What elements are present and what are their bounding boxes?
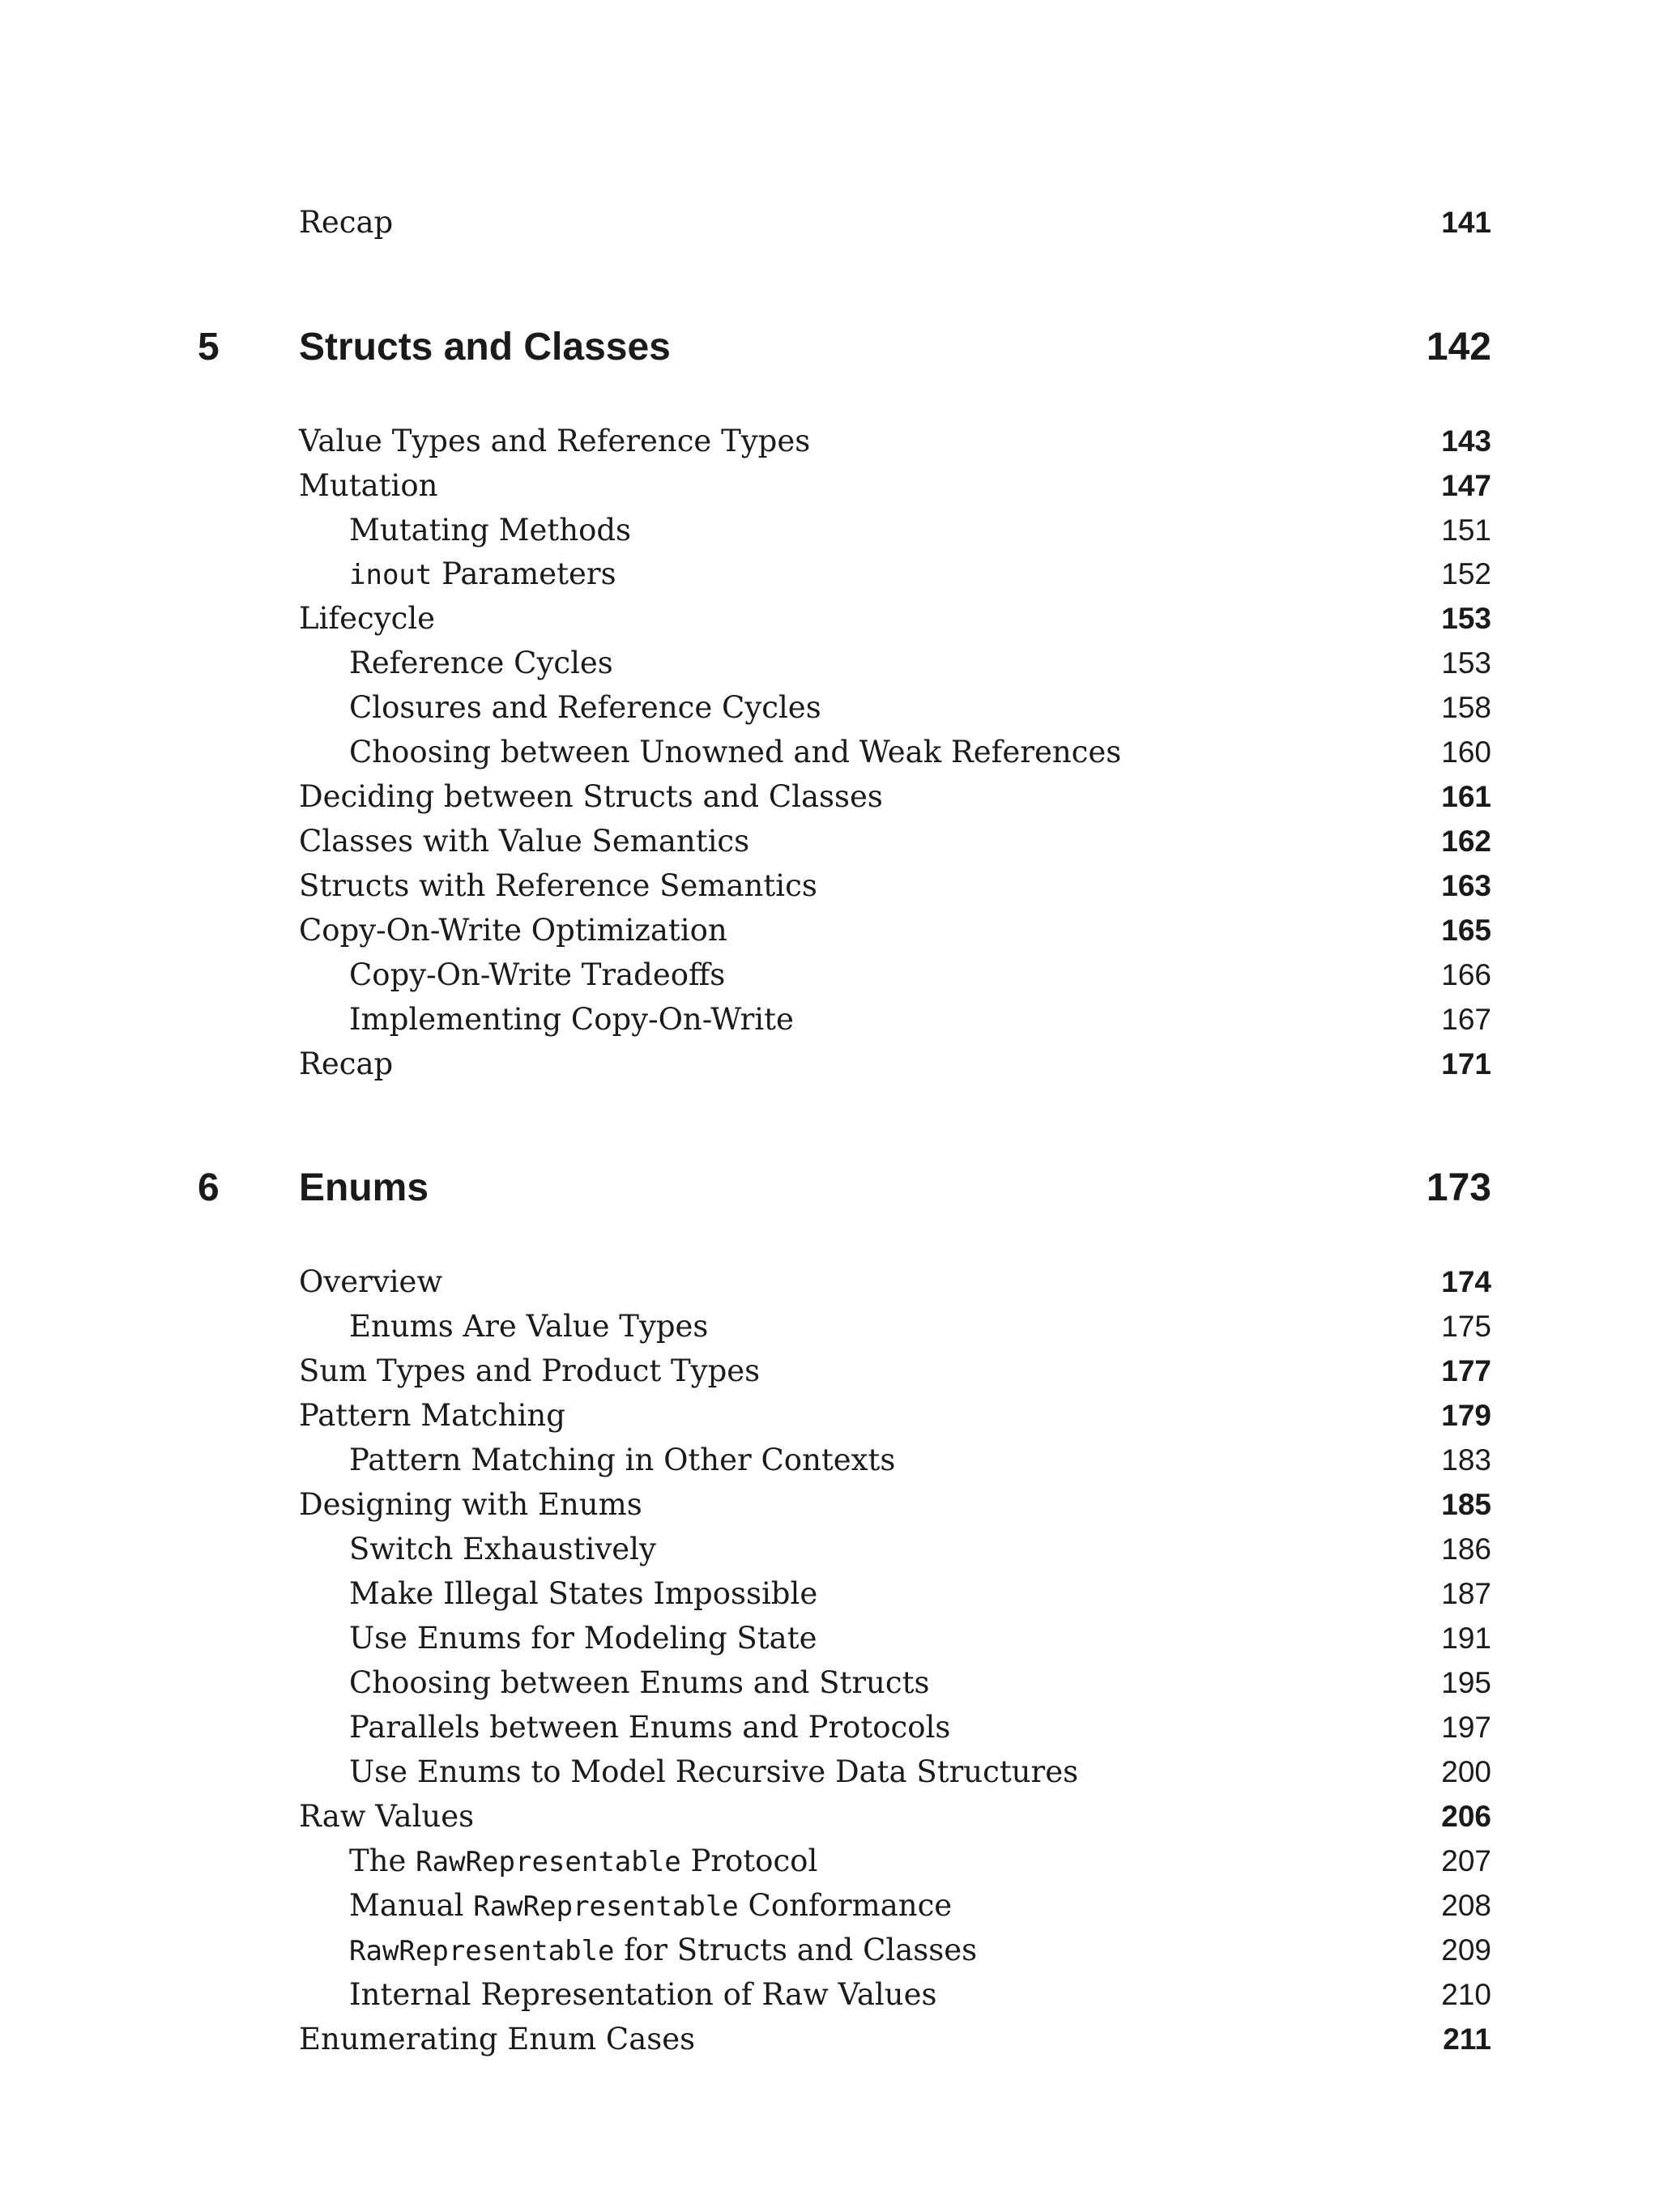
toc-subentry[interactable] — [299, 509, 1491, 552]
toc-subentry[interactable] — [299, 1661, 1491, 1705]
toc-subentry[interactable] — [299, 1839, 1491, 1883]
toc-entry-page: 147 — [1441, 469, 1491, 502]
toc-entry-page: 143 — [1441, 424, 1491, 458]
chapter-heading-6[interactable] — [198, 1160, 1491, 1217]
toc-entry[interactable] — [299, 1394, 1491, 1438]
toc-entry-title: Overview — [299, 1264, 443, 1299]
toc-subentry[interactable] — [299, 998, 1491, 1042]
toc-entry-title: Lifecycle — [299, 601, 436, 636]
toc-subentry[interactable] — [299, 1572, 1491, 1616]
toc-entry-title: Enums Are Value Types — [349, 1309, 709, 1344]
toc-entry-page: 209 — [1441, 1933, 1491, 1967]
toc-entry-title: Copy-On-Write Optimization — [299, 913, 727, 948]
toc-entry-title: Use Enums to Model Recursive Data Structures — [349, 1754, 1079, 1789]
toc-entry-title: Pattern Matching in Other Contexts — [349, 1443, 896, 1477]
toc-entry-page: 183 — [1441, 1443, 1491, 1477]
toc-entry[interactable] — [299, 909, 1491, 953]
toc-subentry[interactable] — [299, 641, 1491, 685]
toc-entry-title: Value Types and Reference Types — [299, 424, 811, 458]
chapter-page: 173 — [1426, 1166, 1491, 1209]
toc-entry-title: Use Enums for Modeling State — [349, 1621, 817, 1656]
title-text: Protocol — [680, 1843, 818, 1878]
chapter-number: 6 — [198, 1166, 220, 1209]
toc-entry-title — [299, 1839, 817, 1884]
toc-entry[interactable] — [299, 1042, 1491, 1086]
toc-entry-title: Internal Representation of Raw Values — [349, 1977, 937, 2012]
toc-entry-page: 187 — [1441, 1577, 1491, 1610]
toc-subentry[interactable] — [299, 731, 1491, 774]
toc-subentry[interactable] — [299, 1929, 1491, 1972]
toc-entry-title: Parallels between Enums and Protocols — [349, 1710, 951, 1745]
toc-entry-page: 141 — [1441, 206, 1491, 239]
toc-subentry[interactable] — [299, 1884, 1491, 1928]
toc-subentry[interactable] — [299, 1706, 1491, 1750]
toc-entry-page: 165 — [1441, 914, 1491, 947]
toc-entry-page: 175 — [1441, 1310, 1491, 1343]
toc-entry-page: 158 — [1441, 691, 1491, 724]
toc-entry-title: Implementing Copy-On-Write — [349, 1002, 794, 1037]
toc-entry-title: Deciding between Structs and Classes — [299, 779, 883, 814]
toc-entry-recap-prev[interactable] — [299, 201, 1491, 245]
toc-entry-page: 207 — [1441, 1844, 1491, 1877]
toc-entry-title: Closures and Reference Cycles — [349, 690, 821, 725]
chapter-number: 5 — [198, 326, 220, 369]
toc-entry-page: 191 — [1441, 1622, 1491, 1655]
toc-entry-title: Raw Values — [299, 1799, 475, 1834]
toc-entry-page: 152 — [1441, 557, 1491, 590]
toc-entry-page: 197 — [1441, 1711, 1491, 1744]
toc-subentry[interactable] — [299, 552, 1491, 596]
toc-entry-page: 151 — [1441, 514, 1491, 547]
toc-entry[interactable] — [299, 2018, 1491, 2061]
toc-entry-title: Make Illegal States Impossible — [349, 1576, 818, 1611]
code-keyword: RawRepresentable — [349, 1935, 615, 1967]
toc-entry[interactable] — [299, 775, 1491, 819]
toc-entry-title — [299, 1884, 952, 1929]
toc-entry-title: Structs with Reference Semantics — [299, 868, 817, 903]
toc-subentry[interactable] — [299, 1438, 1491, 1482]
toc-entry-page: 211 — [1443, 2022, 1491, 2056]
chapter-title: Structs and Classes — [299, 326, 671, 369]
toc-entry[interactable] — [299, 1795, 1491, 1839]
toc-entry[interactable] — [299, 820, 1491, 863]
toc-entry-page: 186 — [1441, 1532, 1491, 1566]
toc-entry[interactable] — [299, 1483, 1491, 1527]
toc-entry-title: Switch Exhaustively — [349, 1532, 656, 1566]
toc-entry-page: 161 — [1441, 780, 1491, 813]
toc-entry-page: 185 — [1441, 1488, 1491, 1521]
title-text: Conformance — [738, 1888, 953, 1923]
toc-entry-title: Classes with Value Semantics — [299, 824, 750, 859]
toc-entry-title: Reference Cycles — [349, 646, 613, 680]
toc-entry-title: Recap — [299, 1046, 394, 1081]
toc-entry-title: Enumerating Enum Cases — [299, 2022, 696, 2056]
toc-entry-title — [299, 1929, 977, 1973]
toc-entry-page: 206 — [1441, 1800, 1491, 1833]
toc-entry-title: Pattern Matching — [299, 1398, 565, 1433]
toc-entry-page: 195 — [1441, 1666, 1491, 1699]
toc-entry-page: 153 — [1441, 602, 1491, 635]
toc-subentry[interactable] — [299, 686, 1491, 730]
code-keyword: RawRepresentable — [416, 1846, 681, 1878]
toc-entry-page: 166 — [1441, 958, 1491, 991]
toc-entry[interactable] — [299, 420, 1491, 463]
title-text: Parameters — [432, 556, 616, 591]
toc-entry-page: 153 — [1441, 646, 1491, 680]
toc-subentry[interactable] — [299, 1617, 1491, 1660]
toc-entry-page: 179 — [1441, 1399, 1491, 1432]
toc-entry[interactable] — [299, 864, 1491, 908]
toc-entry[interactable] — [299, 597, 1491, 641]
title-text: for Structs and Classes — [614, 1933, 978, 1967]
toc-entry-page: 167 — [1441, 1003, 1491, 1036]
toc-entry-title: Choosing between Enums and Structs — [349, 1665, 930, 1700]
toc-entry-page: 162 — [1441, 825, 1491, 858]
toc-entry-page: 208 — [1441, 1889, 1491, 1922]
title-text: Manual — [349, 1888, 474, 1923]
toc-entry-page: 160 — [1441, 735, 1491, 769]
chapter-title: Enums — [299, 1166, 429, 1209]
chapter-heading-5[interactable] — [198, 319, 1491, 376]
toc-subentry[interactable] — [299, 953, 1491, 997]
title-text: The — [349, 1843, 416, 1878]
code-keyword: RawRepresentable — [473, 1890, 739, 1923]
toc-entry-title: Sum Types and Product Types — [299, 1353, 761, 1388]
chapter-page: 142 — [1426, 326, 1491, 369]
toc-entry-page: 210 — [1441, 1978, 1491, 2011]
toc-entry[interactable] — [299, 1349, 1491, 1393]
toc-entry-page: 163 — [1441, 869, 1491, 902]
toc-entry-page: 174 — [1441, 1265, 1491, 1298]
toc-entry-title: Mutating Methods — [349, 513, 632, 548]
toc-entry-page: 171 — [1441, 1047, 1491, 1080]
toc-entry[interactable] — [299, 464, 1491, 508]
toc-entry[interactable] — [299, 1260, 1491, 1304]
toc-entry-title: Choosing between Unowned and Weak References — [349, 735, 1122, 769]
toc-entry-page: 200 — [1441, 1755, 1491, 1788]
toc-subentry[interactable] — [299, 1528, 1491, 1571]
toc-entry-title: Copy-On-Write Tradeoffs — [349, 957, 726, 992]
toc-entry-title: Designing with Enums — [299, 1487, 642, 1522]
toc-entry-title: Recap — [299, 205, 394, 240]
toc-entry-title: Mutation — [299, 468, 438, 503]
toc-subentry[interactable] — [299, 1305, 1491, 1349]
toc-entry-title — [299, 552, 616, 597]
toc-subentry[interactable] — [299, 1973, 1491, 2017]
code-keyword: inout — [349, 559, 433, 591]
toc-subentry[interactable] — [299, 1750, 1491, 1794]
toc-entry-page: 177 — [1441, 1354, 1491, 1387]
